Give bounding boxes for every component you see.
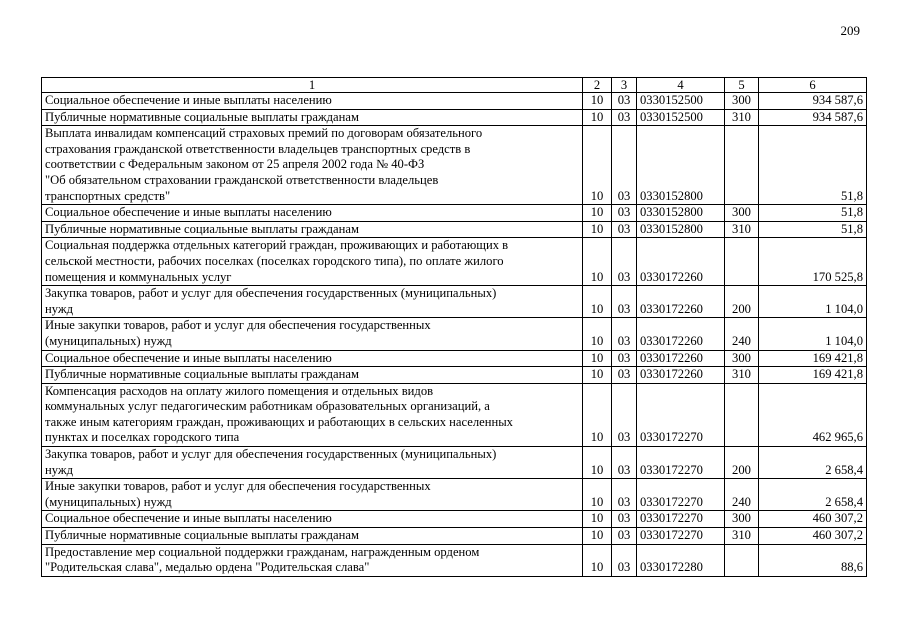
- expense-type-cell: 310: [725, 367, 759, 384]
- row-name-line: Иные закупки товаров, работ и услуг для обеспечения государственных: [45, 318, 431, 333]
- expense-type-cell: 240: [725, 479, 759, 511]
- expense-type-cell: [725, 238, 759, 286]
- section-cell: 10: [583, 109, 612, 126]
- subsection-cell: 03: [612, 286, 637, 318]
- row-name-line: Выплата инвалидам компенсаций страховых премий по договорам обязательного: [45, 126, 483, 141]
- row-name-line: Социальное обеспечение и иные выплаты населению: [45, 350, 332, 365]
- amount-cell: 51,8: [759, 126, 867, 205]
- target-article-cell: 0330152500: [637, 93, 725, 110]
- table-row: [42, 511, 867, 528]
- row-name-line: Социальное обеспечение и иные выплаты населению: [45, 205, 332, 220]
- subsection-cell: 03: [612, 109, 637, 126]
- expense-type-cell: 310: [725, 528, 759, 545]
- table-row: [42, 238, 867, 286]
- subsection-cell: 03: [612, 205, 637, 222]
- table-row: [42, 367, 867, 384]
- subsection-cell: 03: [612, 383, 637, 446]
- subsection-cell: 03: [612, 367, 637, 384]
- table-row: [42, 479, 867, 511]
- table-row: [42, 221, 867, 238]
- target-article-cell: 0330172260: [637, 350, 725, 367]
- expense-type-cell: 200: [725, 286, 759, 318]
- section-cell: 10: [583, 544, 612, 576]
- expense-type-cell: [725, 126, 759, 205]
- section-cell: 10: [583, 447, 612, 479]
- header-row: [42, 78, 867, 93]
- table-row: [42, 126, 867, 205]
- section-cell: 10: [583, 126, 612, 205]
- budget-table: [41, 77, 867, 577]
- target-article-cell: 0330172270: [637, 447, 725, 479]
- subsection-cell: 03: [612, 479, 637, 511]
- expense-type-cell: 310: [725, 221, 759, 238]
- section-cell: 10: [583, 286, 612, 318]
- expense-type-cell: 300: [725, 511, 759, 528]
- row-name-cell: [42, 318, 583, 350]
- header-col-3: 3: [612, 78, 637, 93]
- table-row: [42, 544, 867, 576]
- target-article-cell: 0330152500: [637, 109, 725, 126]
- amount-cell: 169 421,8: [759, 367, 867, 384]
- table-row: [42, 109, 867, 126]
- page-number: 209: [840, 23, 860, 38]
- row-name-cell: [42, 528, 583, 545]
- subsection-cell: 03: [612, 93, 637, 110]
- amount-cell: 1 104,0: [759, 286, 867, 318]
- row-name-line: Компенсация расходов на оплату жилого помещения и отдельных видов: [45, 383, 434, 398]
- row-name-line: Закупка товаров, работ и услуг для обеспечения государственных (муниципальных): [45, 447, 497, 462]
- subsection-cell: 03: [612, 350, 637, 367]
- subsection-cell: 03: [612, 126, 637, 205]
- row-name-line: помещения и коммунальных услуг: [45, 269, 232, 284]
- amount-cell: 51,8: [759, 205, 867, 222]
- target-article-cell: 0330172260: [637, 318, 725, 350]
- subsection-cell: 03: [612, 544, 637, 576]
- section-cell: 10: [583, 528, 612, 545]
- row-name-line: страхования гражданской ответственности владельцев транспортных средств в: [45, 141, 471, 156]
- section-cell: 10: [583, 479, 612, 511]
- table-row: [42, 447, 867, 479]
- table-row: [42, 286, 867, 318]
- row-name-cell: [42, 544, 583, 576]
- row-name-line: коммунальных услуг педагогическим работникам образовательных организаций, а: [45, 399, 490, 414]
- header-col-6: 6: [759, 78, 867, 93]
- section-cell: 10: [583, 350, 612, 367]
- row-name-line: "Об обязательном страховании гражданской ответственности владельцев: [45, 172, 439, 187]
- section-cell: 10: [583, 238, 612, 286]
- amount-cell: 1 104,0: [759, 318, 867, 350]
- header-col-4: 4: [637, 78, 725, 93]
- row-name-cell: [42, 479, 583, 511]
- expense-type-cell: 300: [725, 350, 759, 367]
- row-name-cell: [42, 350, 583, 367]
- row-name-cell: [42, 511, 583, 528]
- expense-type-cell: [725, 383, 759, 446]
- row-name-line: Публичные нормативные социальные выплаты гражданам: [45, 528, 359, 543]
- subsection-cell: 03: [612, 238, 637, 286]
- target-article-cell: 0330152800: [637, 205, 725, 222]
- amount-cell: 51,8: [759, 221, 867, 238]
- target-article-cell: 0330172260: [637, 367, 725, 384]
- amount-cell: 460 307,2: [759, 511, 867, 528]
- row-name-line: Социальная поддержка отдельных категорий граждан, проживающих и работающих в: [45, 238, 509, 253]
- row-name-cell: [42, 109, 583, 126]
- target-article-cell: 0330172270: [637, 479, 725, 511]
- section-cell: 10: [583, 221, 612, 238]
- target-article-cell: 0330172260: [637, 286, 725, 318]
- table-row: [42, 205, 867, 222]
- row-name-cell: [42, 383, 583, 446]
- header-col-1: 1: [42, 78, 583, 93]
- row-name-line: (муниципальных) нужд: [45, 333, 172, 348]
- amount-cell: 460 307,2: [759, 528, 867, 545]
- row-name-line: Предоставление мер социальной поддержки гражданам, награжденным орденом: [45, 544, 480, 559]
- expense-type-cell: 200: [725, 447, 759, 479]
- row-name-line: Социальное обеспечение и иные выплаты населению: [45, 511, 332, 526]
- amount-cell: 934 587,6: [759, 109, 867, 126]
- row-name-cell: [42, 126, 583, 205]
- row-name-line: транспортных средств": [45, 188, 171, 203]
- row-name-line: Иные закупки товаров, работ и услуг для обеспечения государственных: [45, 479, 431, 494]
- row-name-line: Публичные нормативные социальные выплаты гражданам: [45, 367, 359, 382]
- target-article-cell: 0330152800: [637, 221, 725, 238]
- section-cell: 10: [583, 367, 612, 384]
- section-cell: 10: [583, 318, 612, 350]
- row-name-cell: [42, 238, 583, 286]
- table-row: [42, 383, 867, 446]
- row-name-cell: [42, 447, 583, 479]
- amount-cell: 2 658,4: [759, 479, 867, 511]
- row-name-line: Закупка товаров, работ и услуг для обеспечения государственных (муниципальных): [45, 286, 497, 301]
- row-name-cell: [42, 221, 583, 238]
- table-header: [42, 78, 867, 93]
- row-name-line: сельской местности, рабочих поселках (поселках городского типа), по оплате жилого: [45, 253, 504, 268]
- row-name-line: нужд: [45, 301, 73, 316]
- target-article-cell: 0330172270: [637, 511, 725, 528]
- row-name-cell: [42, 367, 583, 384]
- amount-cell: 170 525,8: [759, 238, 867, 286]
- row-name-line: (муниципальных) нужд: [45, 494, 172, 509]
- target-article-cell: 0330172260: [637, 238, 725, 286]
- row-name-line: нужд: [45, 462, 73, 477]
- row-name-cell: [42, 205, 583, 222]
- amount-cell: 88,6: [759, 544, 867, 576]
- section-cell: 10: [583, 511, 612, 528]
- expense-type-cell: 310: [725, 109, 759, 126]
- amount-cell: 462 965,6: [759, 383, 867, 446]
- subsection-cell: 03: [612, 221, 637, 238]
- target-article-cell: 0330152800: [637, 126, 725, 205]
- amount-cell: 2 658,4: [759, 447, 867, 479]
- subsection-cell: 03: [612, 528, 637, 545]
- amount-cell: 934 587,6: [759, 93, 867, 110]
- table-row: [42, 528, 867, 545]
- table-body: [42, 93, 867, 577]
- table-row: [42, 318, 867, 350]
- row-name-cell: [42, 93, 583, 110]
- section-cell: 10: [583, 205, 612, 222]
- target-article-cell: 0330172280: [637, 544, 725, 576]
- table-row: [42, 93, 867, 110]
- expense-type-cell: [725, 544, 759, 576]
- row-name-line: также иным категориям граждан, проживающих и работающих в сельских населенных: [45, 414, 513, 429]
- target-article-cell: 0330172270: [637, 528, 725, 545]
- section-cell: 10: [583, 383, 612, 446]
- expense-type-cell: 300: [725, 93, 759, 110]
- expense-type-cell: 240: [725, 318, 759, 350]
- row-name-cell: [42, 286, 583, 318]
- row-name-line: Публичные нормативные социальные выплаты гражданам: [45, 109, 359, 124]
- row-name-line: Публичные нормативные социальные выплаты гражданам: [45, 221, 359, 236]
- subsection-cell: 03: [612, 447, 637, 479]
- table-row: [42, 350, 867, 367]
- target-article-cell: 0330172270: [637, 383, 725, 446]
- row-name-line: пунктах и поселках городского типа: [45, 430, 240, 445]
- row-name-line: "Родительская слава", медалью ордена "Родительская слава": [45, 560, 370, 575]
- subsection-cell: 03: [612, 318, 637, 350]
- header-col-2: 2: [583, 78, 612, 93]
- expense-type-cell: 300: [725, 205, 759, 222]
- section-cell: 10: [583, 93, 612, 110]
- amount-cell: 169 421,8: [759, 350, 867, 367]
- header-col-5: 5: [725, 78, 759, 93]
- subsection-cell: 03: [612, 511, 637, 528]
- row-name-line: соответствии с Федеральным законом от 25 апреля 2002 года № 40-ФЗ: [45, 157, 425, 172]
- row-name-line: Социальное обеспечение и иные выплаты населению: [45, 93, 332, 107]
